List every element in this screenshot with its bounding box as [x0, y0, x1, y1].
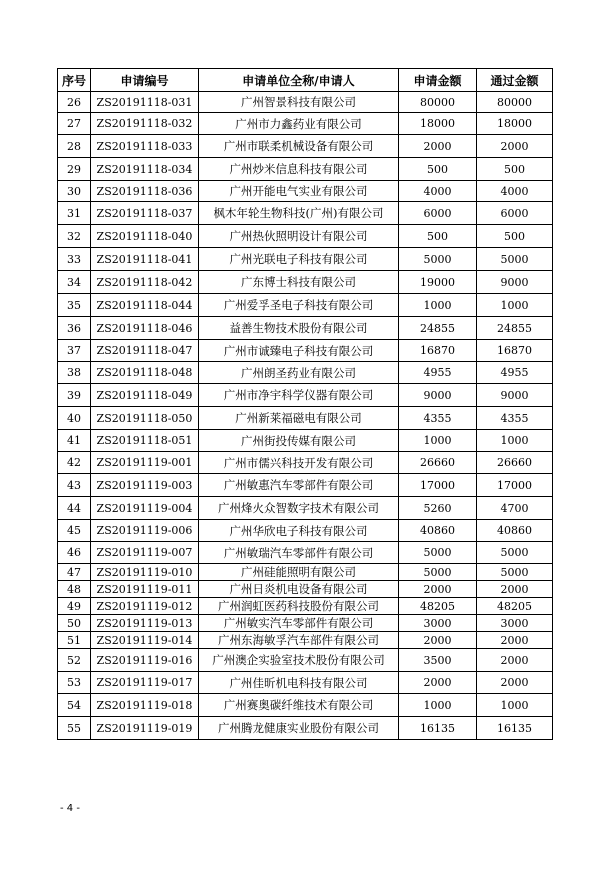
cell-application-number: ZS20191118-048: [91, 362, 199, 384]
cell-index: 50: [58, 615, 91, 632]
cell-index: 54: [58, 694, 91, 717]
cell-approved-amount: 1000: [477, 430, 553, 452]
cell-requested-amount: 16870: [399, 340, 477, 362]
cell-requested-amount: 5000: [399, 542, 477, 564]
cell-application-number: ZS20191118-047: [91, 340, 199, 362]
cell-requested-amount: 2000: [399, 135, 477, 158]
cell-index: 44: [58, 497, 91, 520]
cell-index: 30: [58, 181, 91, 202]
cell-application-number: ZS20191119-001: [91, 452, 199, 474]
table-row: [58, 632, 553, 649]
cell-application-number: ZS20191119-003: [91, 474, 199, 497]
table-row: [58, 542, 553, 564]
cell-applicant: 广州光联电子科技有限公司: [199, 248, 399, 271]
table-row: [58, 225, 553, 248]
cell-approved-amount: 48205: [477, 598, 553, 615]
cell-index: 37: [58, 340, 91, 362]
cell-application-number: ZS20191118-051: [91, 430, 199, 452]
table-row: [58, 598, 553, 615]
cell-requested-amount: 5000: [399, 248, 477, 271]
cell-application-number: ZS20191118-037: [91, 202, 199, 225]
cell-requested-amount: 19000: [399, 271, 477, 294]
cell-applicant: 广州腾龙健康实业股份有限公司: [199, 717, 399, 740]
table-row: [58, 672, 553, 694]
table-row: [58, 649, 553, 672]
table-row: [58, 271, 553, 294]
cell-application-number: ZS20191119-016: [91, 649, 199, 672]
cell-applicant: 广州华欣电子科技有限公司: [199, 520, 399, 542]
cell-application-number: ZS20191118-050: [91, 407, 199, 430]
cell-index: 35: [58, 294, 91, 317]
cell-requested-amount: 18000: [399, 113, 477, 135]
table-row: [58, 317, 553, 340]
cell-requested-amount: 5260: [399, 497, 477, 520]
cell-requested-amount: 80000: [399, 92, 477, 113]
cell-approved-amount: 4000: [477, 181, 553, 202]
cell-approved-amount: 5000: [477, 542, 553, 564]
table-header-row: [58, 69, 553, 92]
cell-index: 36: [58, 317, 91, 340]
table-body: [58, 92, 553, 740]
cell-approved-amount: 40860: [477, 520, 553, 542]
cell-application-number: ZS20191119-017: [91, 672, 199, 694]
cell-index: 51: [58, 632, 91, 649]
cell-approved-amount: 6000: [477, 202, 553, 225]
cell-applicant: 广州东海敏孚汽车部件有限公司: [199, 632, 399, 649]
cell-requested-amount: 24855: [399, 317, 477, 340]
cell-application-number: ZS20191119-010: [91, 564, 199, 581]
cell-approved-amount: 3000: [477, 615, 553, 632]
cell-application-number: ZS20191119-019: [91, 717, 199, 740]
table-row: [58, 113, 553, 135]
cell-index: 40: [58, 407, 91, 430]
table-row: [58, 340, 553, 362]
cell-application-number: ZS20191119-018: [91, 694, 199, 717]
header-approved-amount: 通过金额: [477, 69, 553, 92]
cell-applicant: 广州市力鑫药业有限公司: [199, 113, 399, 135]
table-row: [58, 564, 553, 581]
cell-applicant: 广州市儒兴科技开发有限公司: [199, 452, 399, 474]
cell-applicant: 广州街投传媒有限公司: [199, 430, 399, 452]
cell-requested-amount: 26660: [399, 452, 477, 474]
table-row: [58, 248, 553, 271]
cell-index: 46: [58, 542, 91, 564]
cell-requested-amount: 16135: [399, 717, 477, 740]
cell-requested-amount: 1000: [399, 294, 477, 317]
cell-applicant: 广州市净宇科学仪器有限公司: [199, 384, 399, 407]
header-application-number: 申请编号: [91, 69, 199, 92]
cell-application-number: ZS20191119-006: [91, 520, 199, 542]
cell-applicant: 广州敏瑞汽车零部件有限公司: [199, 542, 399, 564]
cell-applicant: 广州敏实汽车零部件有限公司: [199, 615, 399, 632]
page-number: - 4 -: [60, 803, 80, 814]
cell-requested-amount: 1000: [399, 694, 477, 717]
cell-index: 26: [58, 92, 91, 113]
cell-index: 27: [58, 113, 91, 135]
table-row: [58, 615, 553, 632]
header-applicant: 申请单位全称/申请人: [199, 69, 399, 92]
cell-requested-amount: 4955: [399, 362, 477, 384]
table-row: [58, 181, 553, 202]
table-row: [58, 581, 553, 598]
cell-application-number: ZS20191118-036: [91, 181, 199, 202]
cell-index: 45: [58, 520, 91, 542]
cell-index: 29: [58, 158, 91, 181]
cell-index: 48: [58, 581, 91, 598]
cell-requested-amount: 2000: [399, 632, 477, 649]
cell-index: 52: [58, 649, 91, 672]
cell-applicant: 广州日炎机电设备有限公司: [199, 581, 399, 598]
cell-approved-amount: 9000: [477, 271, 553, 294]
cell-applicant: 枫木年轮生物科技(广州)有限公司: [199, 202, 399, 225]
cell-application-number: ZS20191119-007: [91, 542, 199, 564]
table-row: [58, 520, 553, 542]
cell-requested-amount: 9000: [399, 384, 477, 407]
cell-approved-amount: 1000: [477, 694, 553, 717]
cell-applicant: 广州市联柔机械设备有限公司: [199, 135, 399, 158]
cell-index: 41: [58, 430, 91, 452]
cell-applicant: 广东博士科技有限公司: [199, 271, 399, 294]
cell-application-number: ZS20191118-049: [91, 384, 199, 407]
cell-approved-amount: 4355: [477, 407, 553, 430]
cell-applicant: 广州开能电气实业有限公司: [199, 181, 399, 202]
cell-application-number: ZS20191119-004: [91, 497, 199, 520]
cell-approved-amount: 4700: [477, 497, 553, 520]
cell-approved-amount: 2000: [477, 649, 553, 672]
cell-application-number: ZS20191118-034: [91, 158, 199, 181]
table-row: [58, 717, 553, 740]
cell-approved-amount: 16870: [477, 340, 553, 362]
applications-table: [57, 68, 553, 740]
cell-applicant: 广州敏惠汽车零部件有限公司: [199, 474, 399, 497]
cell-applicant: 广州润虹医药科技股份有限公司: [199, 598, 399, 615]
cell-application-number: ZS20191118-044: [91, 294, 199, 317]
cell-application-number: ZS20191119-012: [91, 598, 199, 615]
cell-application-number: ZS20191118-041: [91, 248, 199, 271]
cell-application-number: ZS20191118-046: [91, 317, 199, 340]
cell-approved-amount: 24855: [477, 317, 553, 340]
table-row: [58, 474, 553, 497]
cell-application-number: ZS20191119-013: [91, 615, 199, 632]
cell-application-number: ZS20191118-042: [91, 271, 199, 294]
cell-applicant: 广州朗圣药业有限公司: [199, 362, 399, 384]
cell-index: 33: [58, 248, 91, 271]
cell-requested-amount: 1000: [399, 430, 477, 452]
cell-applicant: 广州硅能照明有限公司: [199, 564, 399, 581]
cell-approved-amount: 500: [477, 158, 553, 181]
cell-applicant: 广州佳昕机电科技有限公司: [199, 672, 399, 694]
cell-index: 38: [58, 362, 91, 384]
cell-index: 49: [58, 598, 91, 615]
cell-requested-amount: 4000: [399, 181, 477, 202]
table-row: [58, 135, 553, 158]
cell-application-number: ZS20191119-011: [91, 581, 199, 598]
cell-requested-amount: 4355: [399, 407, 477, 430]
cell-applicant: 广州爱孚圣电子科技有限公司: [199, 294, 399, 317]
cell-applicant: 广州智景科技有限公司: [199, 92, 399, 113]
cell-approved-amount: 4955: [477, 362, 553, 384]
table-row: [58, 362, 553, 384]
cell-requested-amount: 2000: [399, 672, 477, 694]
cell-applicant: 益善生物技术股份有限公司: [199, 317, 399, 340]
cell-applicant: 广州新莱福磁电有限公司: [199, 407, 399, 430]
table-row: [58, 202, 553, 225]
cell-approved-amount: 1000: [477, 294, 553, 317]
table-row: [58, 407, 553, 430]
cell-requested-amount: 3500: [399, 649, 477, 672]
cell-index: 32: [58, 225, 91, 248]
cell-requested-amount: 17000: [399, 474, 477, 497]
cell-index: 47: [58, 564, 91, 581]
cell-approved-amount: 26660: [477, 452, 553, 474]
table-row: [58, 430, 553, 452]
cell-requested-amount: 5000: [399, 564, 477, 581]
cell-requested-amount: 40860: [399, 520, 477, 542]
table-row: [58, 92, 553, 113]
cell-index: 39: [58, 384, 91, 407]
cell-applicant: 广州炒米信息科技有限公司: [199, 158, 399, 181]
cell-applicant: 广州热伙照明设计有限公司: [199, 225, 399, 248]
cell-requested-amount: 3000: [399, 615, 477, 632]
cell-approved-amount: 2000: [477, 632, 553, 649]
table-row: [58, 384, 553, 407]
cell-requested-amount: 500: [399, 158, 477, 181]
cell-application-number: ZS20191118-040: [91, 225, 199, 248]
cell-approved-amount: 80000: [477, 92, 553, 113]
cell-index: 55: [58, 717, 91, 740]
cell-approved-amount: 17000: [477, 474, 553, 497]
cell-approved-amount: 2000: [477, 672, 553, 694]
cell-index: 42: [58, 452, 91, 474]
cell-applicant: 广州赛奥碳纤维技术有限公司: [199, 694, 399, 717]
cell-approved-amount: 9000: [477, 384, 553, 407]
header-requested-amount: 申请金额: [399, 69, 477, 92]
header-index: 序号: [58, 69, 91, 92]
cell-index: 53: [58, 672, 91, 694]
cell-index: 28: [58, 135, 91, 158]
cell-requested-amount: 2000: [399, 581, 477, 598]
cell-approved-amount: 16135: [477, 717, 553, 740]
cell-approved-amount: 2000: [477, 581, 553, 598]
cell-application-number: ZS20191118-032: [91, 113, 199, 135]
cell-requested-amount: 48205: [399, 598, 477, 615]
cell-application-number: ZS20191118-033: [91, 135, 199, 158]
cell-application-number: ZS20191118-031: [91, 92, 199, 113]
cell-applicant: 广州烽火众智数字技术有限公司: [199, 497, 399, 520]
cell-approved-amount: 2000: [477, 135, 553, 158]
cell-applicant: 广州澳企实验室技术股份有限公司: [199, 649, 399, 672]
cell-application-number: ZS20191119-014: [91, 632, 199, 649]
table-row: [58, 158, 553, 181]
cell-index: 43: [58, 474, 91, 497]
cell-index: 31: [58, 202, 91, 225]
cell-approved-amount: 5000: [477, 564, 553, 581]
cell-requested-amount: 500: [399, 225, 477, 248]
table-row: [58, 497, 553, 520]
cell-index: 34: [58, 271, 91, 294]
cell-approved-amount: 500: [477, 225, 553, 248]
table-row: [58, 694, 553, 717]
table-row: [58, 452, 553, 474]
table-row: [58, 294, 553, 317]
cell-requested-amount: 6000: [399, 202, 477, 225]
cell-approved-amount: 5000: [477, 248, 553, 271]
cell-approved-amount: 18000: [477, 113, 553, 135]
cell-applicant: 广州市诚臻电子科技有限公司: [199, 340, 399, 362]
